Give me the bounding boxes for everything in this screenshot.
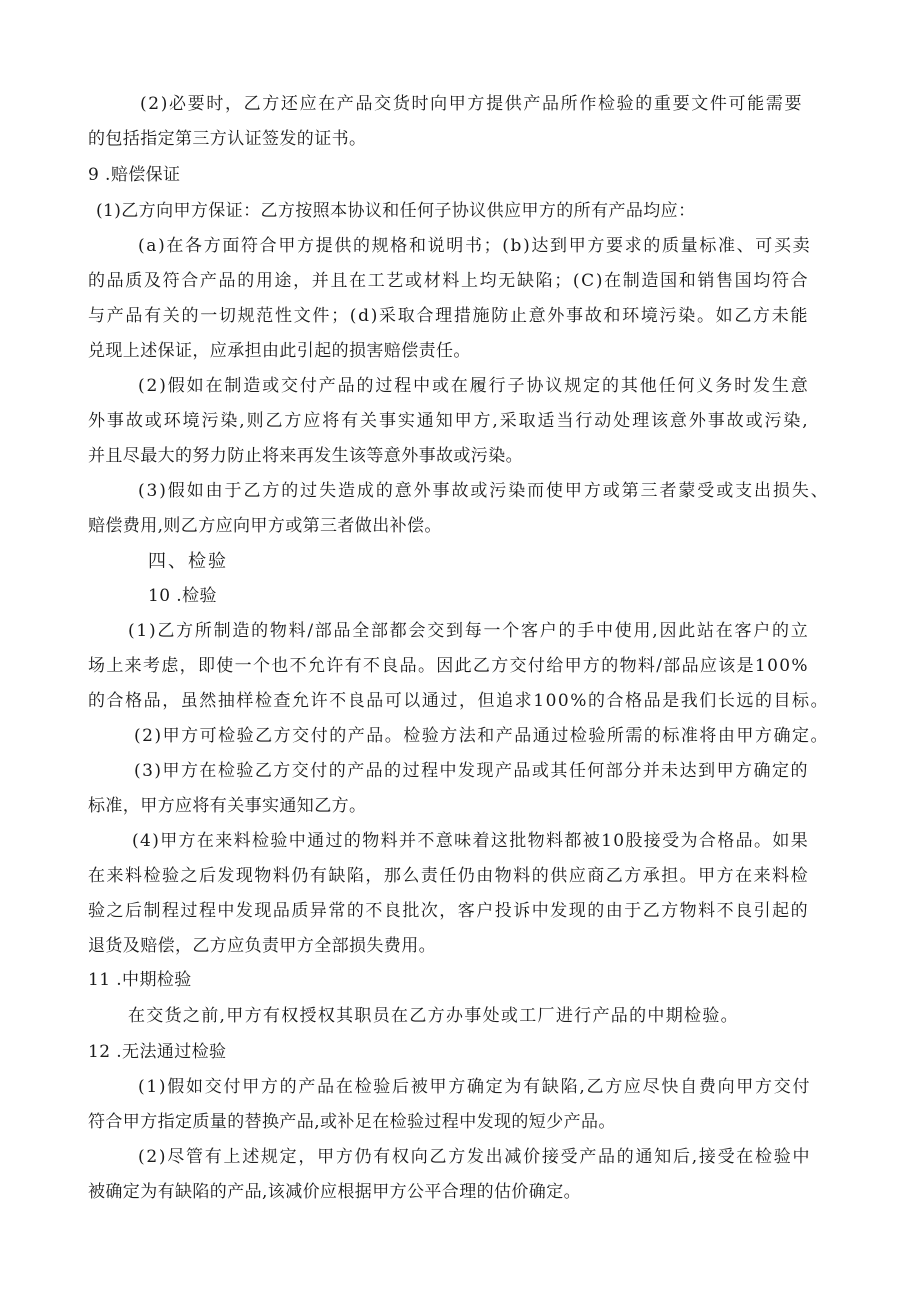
s9-p1a-line3: 与产品有关的一切规范性文件；(d)采取合理措施防止意外事故和环境污染。如乙方未能 — [88, 306, 810, 326]
s8-p2-line2: 的包括指定第三方认证签发的证书。 — [88, 129, 367, 149]
s11-title: 11 .中期检验 — [88, 970, 192, 990]
s12-p2-line1: (2)尽管有上述规定，甲方仍有权向乙方发出减价接受产品的通知后,接受在检验中 — [138, 1147, 812, 1167]
s10-p1-line2: 场上来考虑，即使一个也不允许有不良品。因此乙方交付给甲方的物料/部品应该是100% — [88, 656, 809, 676]
s9-p3-line2: 赔偿费用,则乙方应向甲方或第三者做出补偿。 — [88, 516, 442, 536]
s10-p3-line2: 标准，甲方应将有关事实通知乙方。 — [88, 796, 367, 816]
s10-p4-line2: 在来料检验之后发现物料仍有缺陷，那么责任仍由物料的供应商乙方承担。甲方在来料检 — [88, 866, 810, 886]
s9-p1a-line2: 的品质及符合产品的用途，并且在工艺或材料上均无缺陷；(C)在制造国和销售国均符合 — [88, 271, 810, 291]
s10-title: 10 .检验 — [148, 586, 217, 606]
s12-title: 12 .无法通过检验 — [88, 1042, 227, 1062]
s12-p2-line2: 被确定为有缺陷的产品,该减价应根据甲方公平合理的估价确定。 — [88, 1182, 582, 1202]
s9-title: 9 .赔偿保证 — [88, 165, 181, 185]
s9-p3-line1: (3)假如由于乙方的过失造成的意外事故或污染而使甲方或第三者蒙受或支出损失、 — [138, 481, 830, 501]
s10-p4-line1: (4)甲方在来料检验中通过的物料并不意味着这批物料都被10股接受为合格品。如果 — [132, 831, 810, 851]
s10-p3-line1: (3)甲方在检验乙方交付的产品的过程中发现产品或其任何部分并未达到甲方确定的 — [134, 761, 809, 781]
s9-p2-line1: (2)假如在制造或交付产品的过程中或在履行子协议规定的其他任何义务时发生意 — [138, 376, 810, 396]
s9-p1a-line1: (a)在各方面符合甲方提供的规格和说明书；(b)达到甲方要求的质量标准、可买卖 — [138, 236, 812, 256]
s8-p2-line1: (2)必要时，乙方还应在产品交货时向甲方提供产品所作检验的重要文件可能需要 — [140, 94, 804, 114]
s10-p4-line3: 验之后制程过程中发现品质异常的不良批次，客户投诉中发现的由于乙方物料不良引起的 — [88, 901, 810, 921]
s12-p1-line2: 符合甲方指定质量的替换产品,或补足在检验过程中发现的短少产品。 — [88, 1112, 616, 1132]
s9-p2-line2: 外事故或环境污染,则乙方应将有关事实通知甲方,采取适当行动处理该意外事故或污染, — [88, 411, 810, 431]
chapter4-title: 四、检验 — [148, 551, 228, 572]
s10-p1-line1: (1)乙方所制造的物料/部品全部都会交到每一个客户的手中使用,因此站在客户的立 — [128, 621, 810, 641]
s11-p1-line1: 在交货之前,甲方有权授权其职员在乙方办事处或工厂进行产品的中期检验。 — [128, 1006, 739, 1026]
s10-p4-line4: 退货及赔偿，乙方应负责甲方全部损失费用。 — [88, 936, 436, 956]
s12-p1-line1: (1)假如交付甲方的产品在检验后被甲方确定为有缺陷,乙方应尽快自费向甲方交付 — [138, 1077, 812, 1097]
s9-p1a-line4: 兑现上述保证，应承担由此引起的损害赔偿责任。 — [88, 341, 471, 361]
s10-p1-line3: 的合格品，虽然抽样检查允许不良品可以通过，但追求100%的合格品是我们长远的目标。 — [88, 691, 830, 711]
s9-p1-line1: (1)乙方向甲方保证：乙方按照本协议和任何子协议供应甲方的所有产品均应： — [96, 201, 696, 221]
s9-p2-line3: 并且尽最大的努力防止将来再发生该等意外事故或污染。 — [88, 446, 523, 466]
s10-p2-line1: (2)甲方可检验乙方交付的产品。检验方法和产品通过检验所需的标准将由甲方确定。 — [134, 726, 829, 746]
